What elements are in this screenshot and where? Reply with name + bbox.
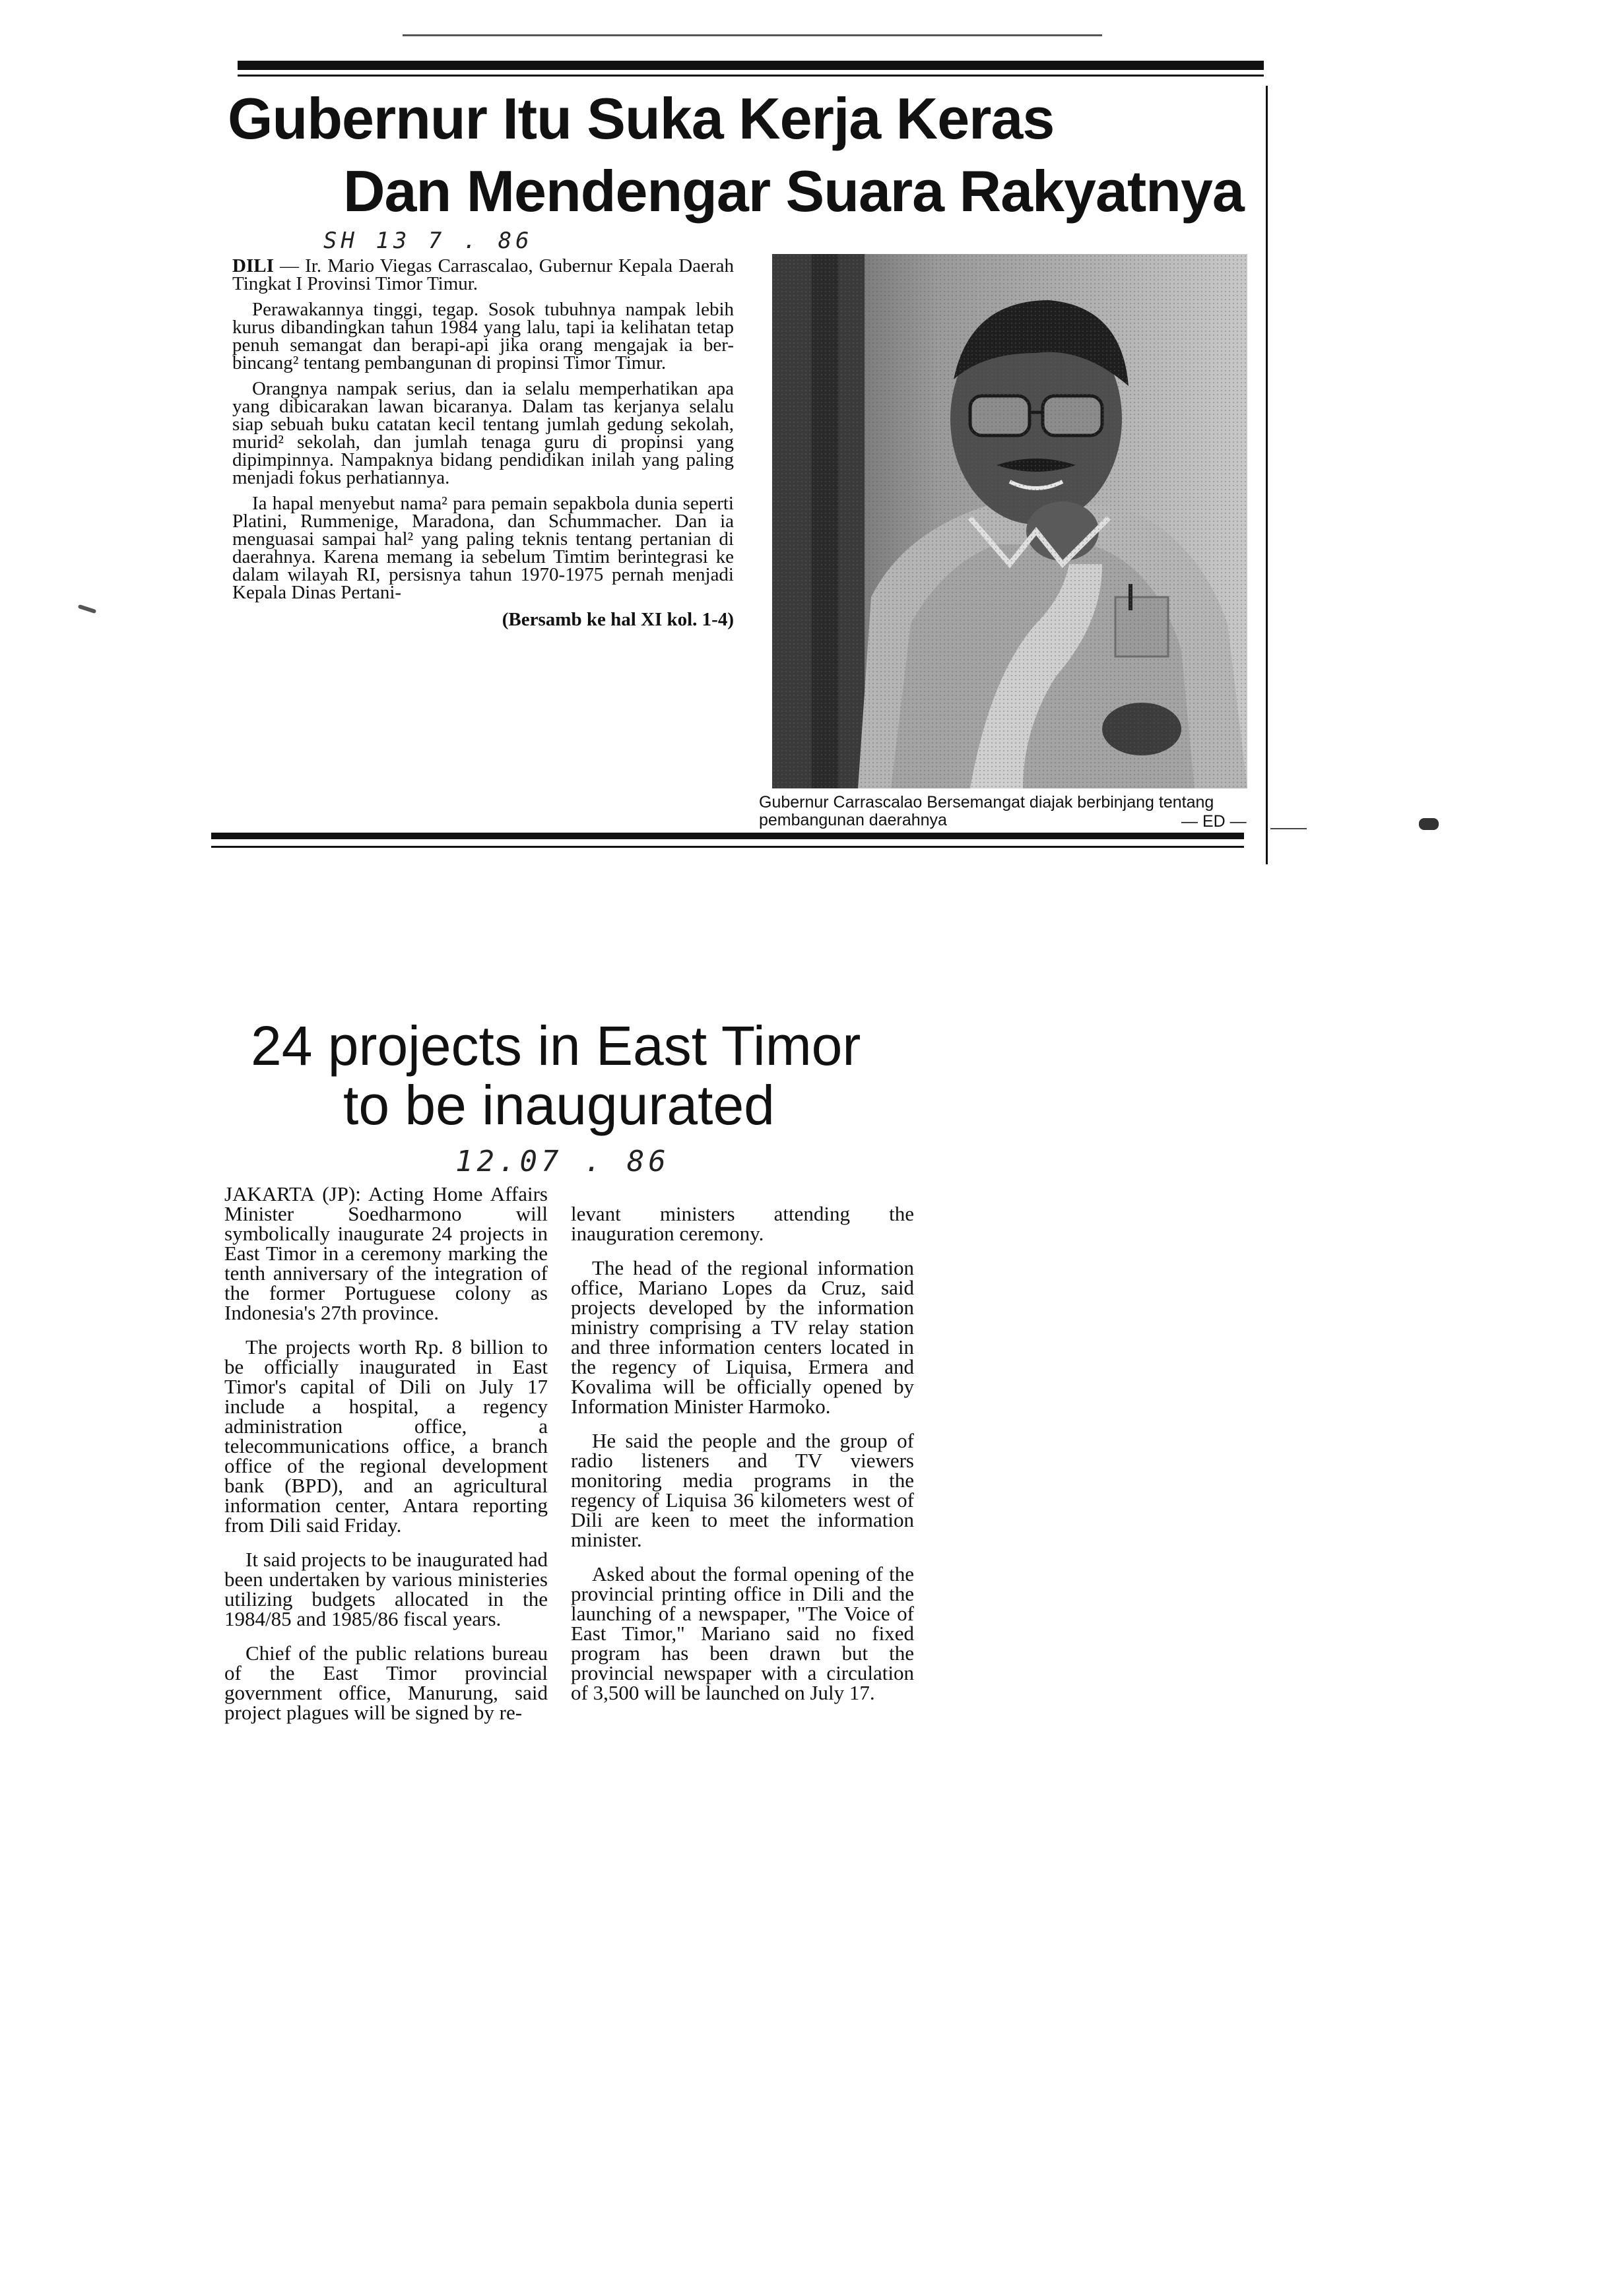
article2-col2-para-3: He said the people and the group of radio listeners and TV viewers monitoring media programs in the regency of Liquisa 36 kilometers west of Dili are keen to meet the information minister. — [571, 1429, 914, 1551]
article2-col2-para-4: Asked about the formal opening of the provincial printing office in Dili and the launching of a newspaper, "The Voice of East Timor," Mariano said no fixed program has been drawn but the provincial newspaper with a circulation of 3,500 will be launched on July 17. — [571, 1562, 914, 1704]
article1-para-1: DILI — Ir. Mario Viegas Carrascalao, Gubernur Kepala Daerah Tingkat I Provinsi Timor Timur. — [232, 255, 734, 294]
top-thin-rule-2 — [238, 75, 1264, 77]
article2-col1-para-4: Chief of the public relations bureau of the East Timor provincial government office, Manurung, said project plagues will be signed by re- — [224, 1642, 548, 1724]
top-thin-rule — [403, 34, 1102, 36]
article2-col1-para-2: The projects worth Rp. 8 billion to be officially inaugurated in East Timor's capital of Dili on July 17 include a hospital, a regency administration office, a telecommunications office, a branch office of the regional development bank (BPD), and an agricultural information center, Antara reporting from Dili said Friday. — [224, 1335, 548, 1537]
article2-col1-para-3: It said projects to be inaugurated had been undertaken by various ministeries utilizing budgets allocated in the 1984/85 and 1985/86 fiscal years. — [224, 1548, 548, 1630]
article1-para-3: Orangnya nampak serius, dan ia selalu memperhatikan apa yang dibicarakan lawan bicaranya. Dalam tas kerjanya selalu siap sebuah buku catatan kecil tentang jumlah gedung sekolah, murid² sekolah, dan jumlah tenaga guru di propinsi yang dipimpinnya. Nampaknya bidang pendidikan inilah yang paling menjadi fokus perhatiannya. — [232, 378, 734, 488]
article2-handwritten-date: 12.07 . 86 — [455, 1145, 670, 1178]
article1-para-4: Ia hapal menyebut nama² para pemain sepakbola dunia seperti Platini, Rummenige, Maradona, dan Schummacher. Dan ia menguasai sampai hal² yang paling teknis tentang pertanian di daerahnya. Karena memang ia sebelum Timtim berintegrasi ke dalam wilayah RI, persisnya tahun 1970-1975 pernah menjadi Kepala Dinas Pertani- — [232, 493, 734, 603]
governor-photo — [772, 254, 1247, 788]
article2-column-1 — [224, 1184, 548, 1737]
top-thick-rule — [238, 61, 1264, 70]
article1-dateline: DILI — [232, 255, 274, 276]
photo-caption: Gubernur Carrascalao Bersemangat diajak berbinjang tentang pembangunan daerahnya — [759, 793, 1214, 829]
article1-continuation: (Bersamb ke hal XI kol. 1-4) — [502, 609, 734, 630]
photo-credit: — ED — — [1181, 812, 1247, 831]
scan-speck-right — [1419, 818, 1439, 830]
article2-col1-para-1: JAKARTA (JP): Acting Home Affairs Minister Soedharmono will symbolically inaugurate 24 projects in East Timor in a ceremony marking the tenth anniversary of the integration of the former Portuguese colony as Indonesia's 27th province. — [224, 1182, 548, 1324]
article2-col2-para-2: The head of the regional information office, Mariano Lopes da Cruz, said projects developed by the information ministry comprising a TV relay station and three information centers located in the regency of Liquisa, Ermera and Kovalima will be officially opened by Information Minister Harmoko. — [571, 1256, 914, 1418]
article1-handwritten-date: SH 13 7 . 86 — [323, 228, 533, 254]
bottom-thin-rule — [211, 846, 1244, 848]
article2-column-2 — [571, 1204, 914, 1717]
article2-headline-line2: to be inaugurated — [343, 1074, 775, 1136]
governor-photo-svg — [772, 254, 1247, 788]
article1-headline-line2: Dan Mendengar Suara Rakyatnya — [343, 158, 1244, 224]
article2-headline-line1: 24 projects in East Timor — [251, 1015, 861, 1077]
article1-body — [232, 257, 734, 629]
article1-headline-line1: Gubernur Itu Suka Kerja Keras — [228, 86, 1055, 151]
article1-para-2: Perawakannya tinggi, tegap. Sosok tubuhnya nampak lebih kurus dibandingkan tahun 1984 yang lalu, tapi ia kelihatan tetap penuh semangat dan berapi-api jika orang mengajak ia ber-bincang² tentang pembangunan di propinsi Timor Timur. — [232, 299, 734, 373]
scan-mark-right — [1270, 828, 1307, 829]
right-border-rule — [1266, 86, 1268, 864]
scan-speck-left — [78, 604, 96, 614]
bottom-thick-rule — [211, 833, 1244, 839]
article2-col2-para-1: levant ministers attending the inauguration ceremony. — [571, 1202, 914, 1245]
